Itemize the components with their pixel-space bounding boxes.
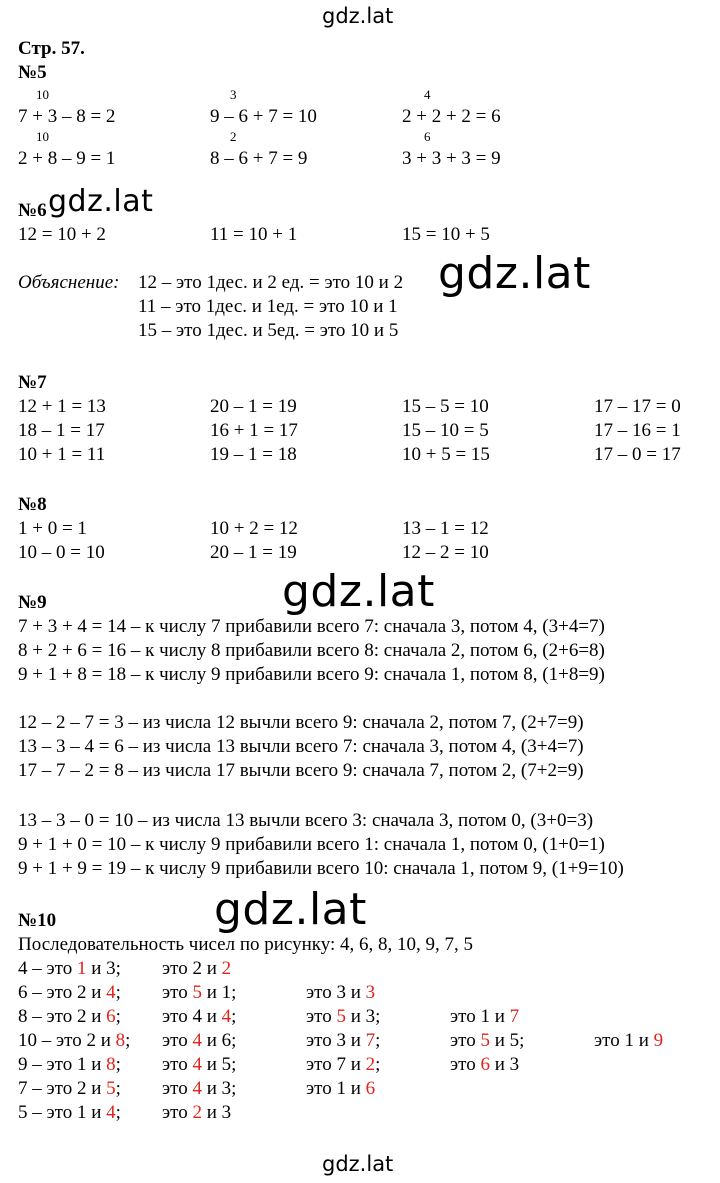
task-8-eq: 20 – 1 = 19 [210, 542, 297, 563]
task-7-eq: 17 – 17 = 0 [594, 396, 681, 417]
watermark-bottom: gdz.lat [322, 1152, 394, 1176]
task-7-eq: 19 – 1 = 18 [210, 444, 297, 465]
task-10-cell: это 6 и 3 [450, 1054, 520, 1075]
task-10-cell: это 5 и 5; [450, 1030, 525, 1051]
task-6-eq: 12 = 10 + 2 [18, 224, 106, 245]
task-7-eq: 16 + 1 = 17 [210, 420, 298, 441]
task-5-sup: 6 [424, 129, 431, 144]
task-10-title: №10 [18, 910, 57, 931]
task-10-cell: это 2 и 2 [162, 958, 232, 979]
task-7-eq: 10 + 1 = 11 [18, 444, 106, 465]
task-9-line: 13 – 3 – 4 = 6 – из числа 13 вычли всего 7: сначала 3, потом 4, (3+4=7) [18, 736, 584, 757]
watermark-mid-1: gdz.lat [438, 248, 591, 299]
task-6-explanation-line: 15 – это 1дес. и 5ед. = это 10 и 5 [138, 320, 399, 341]
task-10-cell: это 3 и 7; [306, 1030, 381, 1051]
task-5-title: №5 [18, 62, 47, 83]
task-10-cell: это 4 и 6; [162, 1030, 237, 1051]
task-10-cell: это 4 и 5; [162, 1054, 237, 1075]
task-6-eq: 15 = 10 + 5 [402, 224, 490, 245]
task-5-eq: 2 + 2 + 2 = 6 [402, 106, 501, 127]
task-10-cell: это 1 и 9 [594, 1030, 664, 1051]
task-9-line: 8 + 2 + 6 = 16 – к числу 8 прибавили всего 8: сначала 2, потом 6, (2+6=8) [18, 640, 605, 661]
task-5-sup: 3 [230, 87, 237, 102]
task-7-eq: 12 + 1 = 13 [18, 396, 106, 417]
task-5-eq: 8 – 6 + 7 = 9 [210, 148, 308, 169]
task-5-sup: 10 [36, 129, 49, 144]
task-8-eq: 10 – 0 = 10 [18, 542, 105, 563]
watermark-mid-3: gdz.lat [214, 884, 367, 935]
task-7-eq: 10 + 5 = 15 [402, 444, 490, 465]
task-9-line: 9 + 1 + 9 = 19 – к числу 9 прибавили всего 10: сначала 1, потом 9, (1+9=10) [18, 858, 624, 879]
task-7-eq: 15 – 5 = 10 [402, 396, 489, 417]
task-9-line: 12 – 2 – 7 = 3 – из числа 12 вычли всего 9: сначала 2, потом 7, (2+7=9) [18, 712, 584, 733]
task-6-eq: 11 = 10 + 1 [210, 224, 298, 245]
task-9-line: 9 + 1 + 8 = 18 – к числу 9 прибавили всего 9: сначала 1, потом 8, (1+8=9) [18, 664, 605, 685]
task-9-line: 9 + 1 + 0 = 10 – к числу 9 прибавили всего 1: сначала 1, потом 0, (1+0=1) [18, 834, 605, 855]
task-10-cell: это 1 и 7 [450, 1006, 520, 1027]
task-7-eq: 17 – 16 = 1 [594, 420, 681, 441]
watermark-top: gdz.lat [322, 4, 394, 28]
task-6-title: №6 [18, 200, 47, 221]
task-5-sup: 10 [36, 87, 49, 102]
page-number: Стр. 57. [18, 38, 85, 59]
task-10-cell: 4 – это 1 и 3; [18, 958, 121, 979]
task-8-eq: 13 – 1 = 12 [402, 518, 489, 539]
task-8-eq: 10 + 2 = 12 [210, 518, 298, 539]
task-10-cell: 9 – это 1 и 8; [18, 1054, 121, 1075]
task-10-cell: это 2 и 3 [162, 1102, 232, 1123]
task-5-sup: 2 [230, 129, 237, 144]
task-10-cell: это 3 и 3 [306, 982, 376, 1003]
task-7-eq: 15 – 10 = 5 [402, 420, 489, 441]
task-9-line: 17 – 7 – 2 = 8 – из числа 17 вычли всего 9: сначала 7, потом 2, (7+2=9) [18, 760, 584, 781]
task-9-line: 13 – 3 – 0 = 10 – из числа 13 вычли всего 3: сначала 3, потом 0, (3+0=3) [18, 810, 594, 831]
task-5-eq: 2 + 8 – 9 = 1 [18, 148, 116, 169]
task-6-explanation-line: 12 – это 1дес. и 2 ед. = это 10 и 2 [138, 272, 404, 293]
task-10-cell: 10 – это 2 и 8; [18, 1030, 131, 1051]
task-10-cell: это 7 и 2; [306, 1054, 381, 1075]
watermark-inline: gdz.lat [48, 184, 154, 219]
task-8-eq: 1 + 0 = 1 [18, 518, 87, 539]
task-10-cell: это 4 и 3; [162, 1078, 237, 1099]
watermark-mid-2: gdz.lat [282, 566, 435, 617]
task-5-eq: 7 + 3 – 8 = 2 [18, 106, 116, 127]
task-7-eq: 18 – 1 = 17 [18, 420, 105, 441]
task-8-eq: 12 – 2 = 10 [402, 542, 489, 563]
task-7-title: №7 [18, 372, 47, 393]
task-8-title: №8 [18, 494, 47, 515]
task-10-cell: это 5 и 3; [306, 1006, 381, 1027]
task-6-explanation-label: Объяснение: [18, 272, 120, 293]
task-10-cell: 5 – это 1 и 4; [18, 1102, 121, 1123]
task-9-line: 7 + 3 + 4 = 14 – к числу 7 прибавили всего 7: сначала 3, потом 4, (3+4=7) [18, 616, 605, 637]
task-5-eq: 3 + 3 + 3 = 9 [402, 148, 501, 169]
task-6-explanation-line: 11 – это 1дес. и 1ед. = это 10 и 1 [138, 296, 398, 317]
task-5-sup: 4 [424, 87, 431, 102]
task-10-cell: это 1 и 6 [306, 1078, 376, 1099]
task-7-eq: 17 – 0 = 17 [594, 444, 681, 465]
task-10-cell: это 4 и 4; [162, 1006, 237, 1027]
task-10-cell: 6 – это 2 и 4; [18, 982, 121, 1003]
task-7-eq: 20 – 1 = 19 [210, 396, 297, 417]
task-10-cell: это 5 и 1; [162, 982, 237, 1003]
task-10-cell: 7 – это 2 и 5; [18, 1078, 121, 1099]
task-9-title: №9 [18, 592, 47, 613]
task-5-eq: 9 – 6 + 7 = 10 [210, 106, 317, 127]
task-10-sequence: Последовательность чисел по рисунку: 4, 6, 8, 10, 9, 7, 5 [18, 934, 474, 955]
task-10-cell: 8 – это 2 и 6; [18, 1006, 121, 1027]
